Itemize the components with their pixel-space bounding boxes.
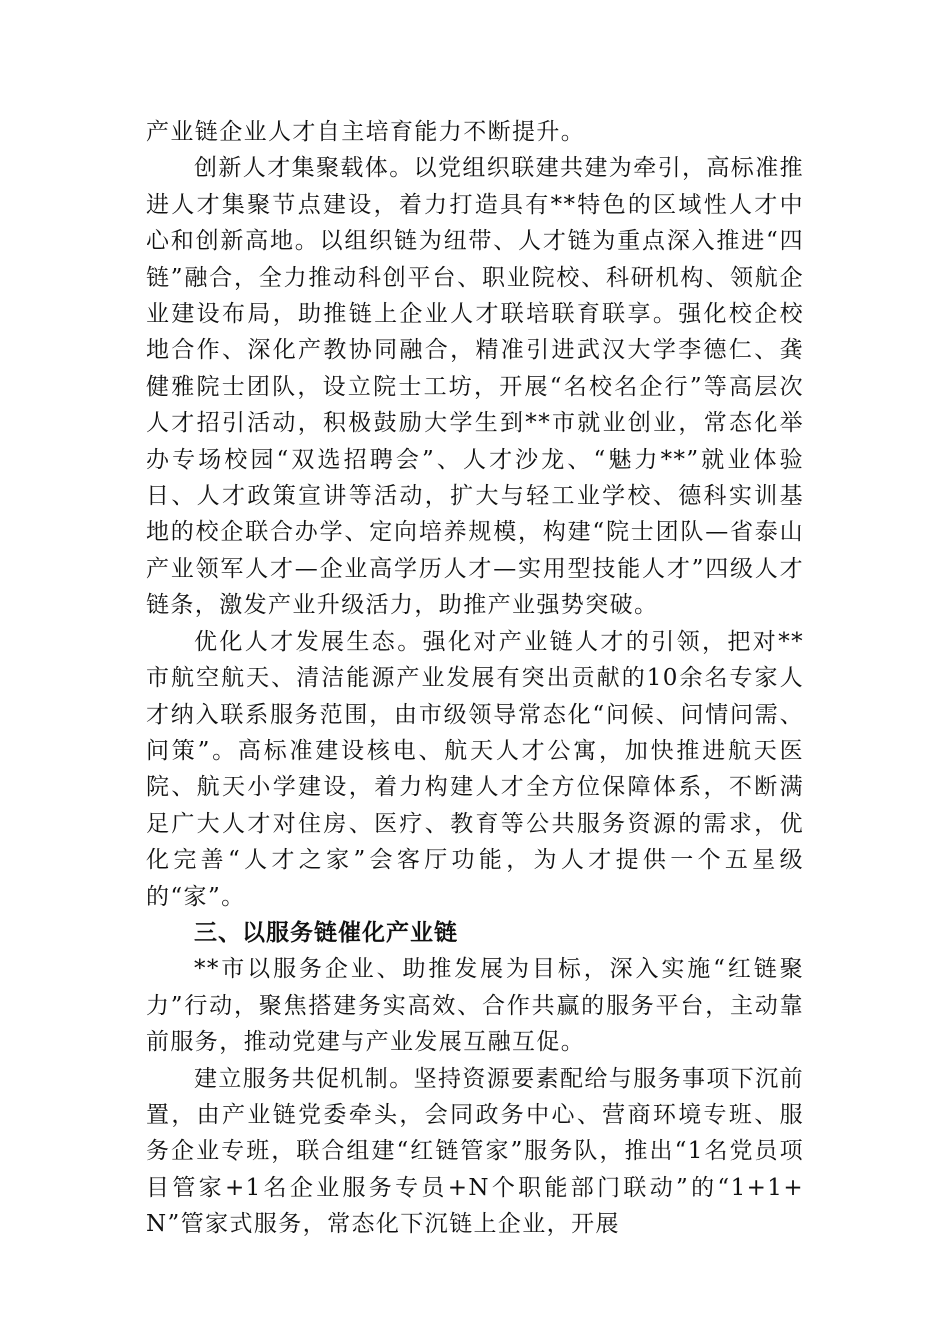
paragraph-talent-carrier: 创新人才集聚载体。以党组织联建共建为牵引，高标准推进人才集聚节点建设，着力打造具有**特色的区域性人才中心和创新高地。以组织链为纽带、人才链为重点深入推进“四链”融合，全力推动科创平台、职业院校、科研机构、领航企业建设布局，助推链上企业人才联培联育联享。强化校企校地合作、深化产教协同融合，精准引进武汉大学李德仁、龚健雅院士团队，设立院士工坊，开展“名校名企行”等高层次人才招引活动，积极鼓励大学生到**市就业创业，常态化举办专场校园“双选招聘会”、人才沙龙、“魅力**”就业体验日、人才政策宣讲等活动，扩大与轻工业学校、德科实训基地的校企联合办学、定向培养规模，构建“院士团队—省泰山产业领军人才—企业高学历人才—实用型技能人才”四级人才链条，激发产业升级活力，助推产业强势突破。 xyxy=(146,155,804,619)
section-heading-service-chain: 三、以服务链催化产业链 xyxy=(194,919,458,946)
paragraph-talent-ecology: 优化人才发展生态。强化对产业链人才的引领，把对**市航空航天、清洁能源产业发展有突出贡献的10余名专家人才纳入联系服务范围，由市级领导常态化“问候、问情问需、问策”。高标准建设核电、航天人才公寓，加快推进航天医院、航天小学建设，着力构建人才全方位保障体系，不断满足广大人才对住房、医疗、教育等公共服务资源的需求，优化完善“人才之家”会客厅功能，为人才提供一个五星级的“家”。 xyxy=(146,628,804,910)
paragraph-service-mechanism: 建立服务共促机制。坚持资源要素配给与服务事项下沉前置，由产业链党委牵头，会同政务中心、营商环境专班、服务企业专班，联合组建“红链管家”服务队，推出“1名党员项目管家+1名企业服务专员+N个职能部门联动”的“1+1+N”管家式服务，常态化下沉链上企业，开展 xyxy=(146,1065,804,1238)
paragraph-service-intro: **市以服务企业、助推发展为目标，深入实施“红链聚力”行动，聚焦搭建务实高效、合作共赢的服务平台，主动靠前服务，推动党建与产业发展互融互促。 xyxy=(146,956,804,1056)
paragraph-talent-cultivation-end: 产业链企业人才自主培育能力不断提升。 xyxy=(146,119,586,145)
document-page xyxy=(146,114,804,1243)
